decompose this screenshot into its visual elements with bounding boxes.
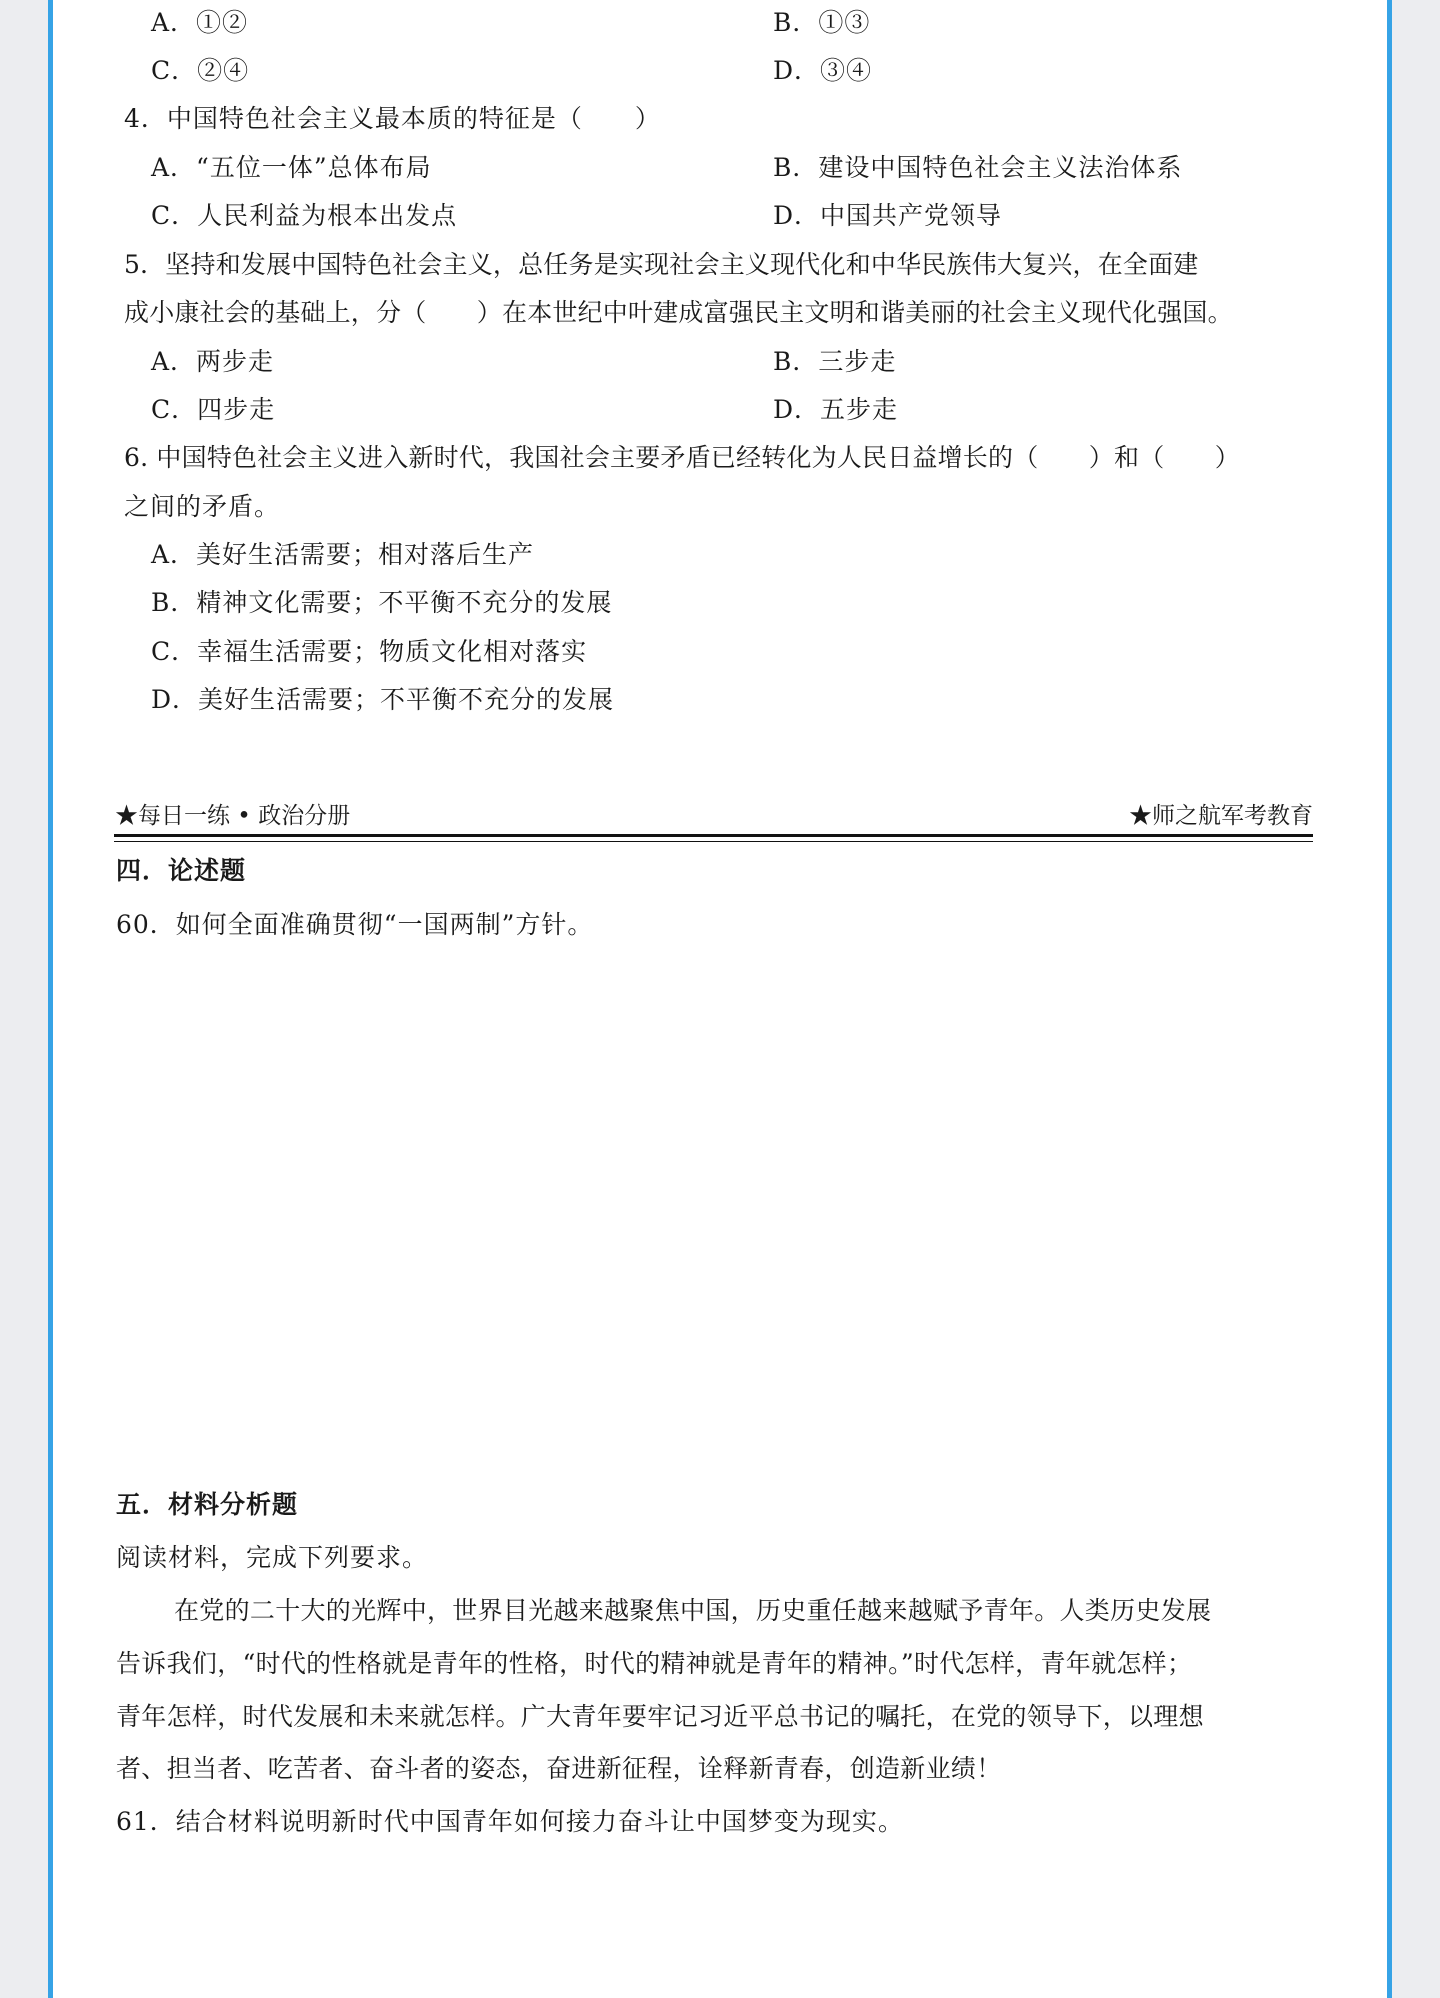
- q4-option-d: D．中国共产党领导: [773, 201, 1003, 230]
- section-4-heading: 四．论述题: [116, 856, 247, 885]
- page-frame-right-border: [1387, 0, 1392, 1998]
- running-header-left: ★每日一练 • 政治分册: [115, 803, 351, 829]
- material-line-2: 告诉我们，“时代的性格就是青年的性格，时代的精神就是青年的精神。”时代怎样，青年就怎样；: [116, 1649, 1193, 1678]
- material-line-3: 青年怎样，时代发展和未来就怎样。广大青年要牢记习近平总书记的嘱托，在党的领导下，以理想: [116, 1702, 1204, 1731]
- q3-option-d: D．③④: [773, 56, 873, 85]
- q4-option-a: A．“五位一体”总体布局: [151, 153, 432, 182]
- q6-option-c: C．幸福生活需要；物质文化相对落实: [151, 637, 588, 666]
- q6-option-d: D．美好生活需要；不平衡不充分的发展: [151, 685, 615, 714]
- q5-option-a: A．两步走: [151, 347, 275, 376]
- q3-option-c: C．②④: [151, 56, 250, 85]
- q4-option-b: B．建设中国特色社会主义法治体系: [773, 153, 1183, 182]
- q6-option-b: B．精神文化需要；不平衡不充分的发展: [151, 588, 613, 617]
- material-line-4: 者、担当者、吃苦者、奋斗者的姿态，奋进新征程，诠释新青春，创造新业绩！: [116, 1754, 1002, 1783]
- q61-text: 61．结合材料说明新时代中国青年如何接力奋斗让中国梦变为现实。: [116, 1807, 904, 1836]
- material-line-1: 在党的二十大的光辉中，世界目光越来越聚焦中国，历史重任越来越赋予青年。人类历史发展: [174, 1596, 1212, 1625]
- q5-stem-line-2: 成小康社会的基础上，分（ ）在本世纪中叶建成富强民主文明和谐美丽的社会主义现代化强国。: [124, 298, 1233, 327]
- q5-option-d: D．五步走: [773, 395, 899, 424]
- q6-option-a: A．美好生活需要；相对落后生产: [151, 540, 535, 569]
- q6-stem-line-2: 之间的矛盾。: [124, 492, 281, 521]
- q5-option-b: B．三步走: [773, 347, 897, 376]
- q3-option-a: A．①②: [151, 8, 249, 37]
- q5-option-c: C．四步走: [151, 395, 276, 424]
- running-header-right: ★师之航军考教育: [1129, 803, 1313, 829]
- q60-text: 60．如何全面准确贯彻“一国两制”方针。: [116, 910, 594, 939]
- section-5-heading: 五．材料分析题: [116, 1490, 299, 1519]
- q4-stem: 4．中国特色社会主义最本质的特征是（ ）: [124, 104, 661, 133]
- section-5-instruction: 阅读材料，完成下列要求。: [116, 1543, 429, 1572]
- q4-option-c: C．人民利益为根本出发点: [151, 201, 458, 230]
- header-rule-thin: [114, 841, 1313, 842]
- q3-option-b: B．①③: [773, 8, 871, 37]
- header-rule-thick: [114, 834, 1313, 837]
- q6-stem-line-1: 6. 中国特色社会主义进入新时代，我国社会主要矛盾已经转化为人民日益增长的（ ）和（ ）: [124, 443, 1241, 472]
- q5-stem-line-1: 5．坚持和发展中国特色社会主义，总任务是实现社会主义现代化和中华民族伟大复兴，在全面建: [124, 250, 1199, 279]
